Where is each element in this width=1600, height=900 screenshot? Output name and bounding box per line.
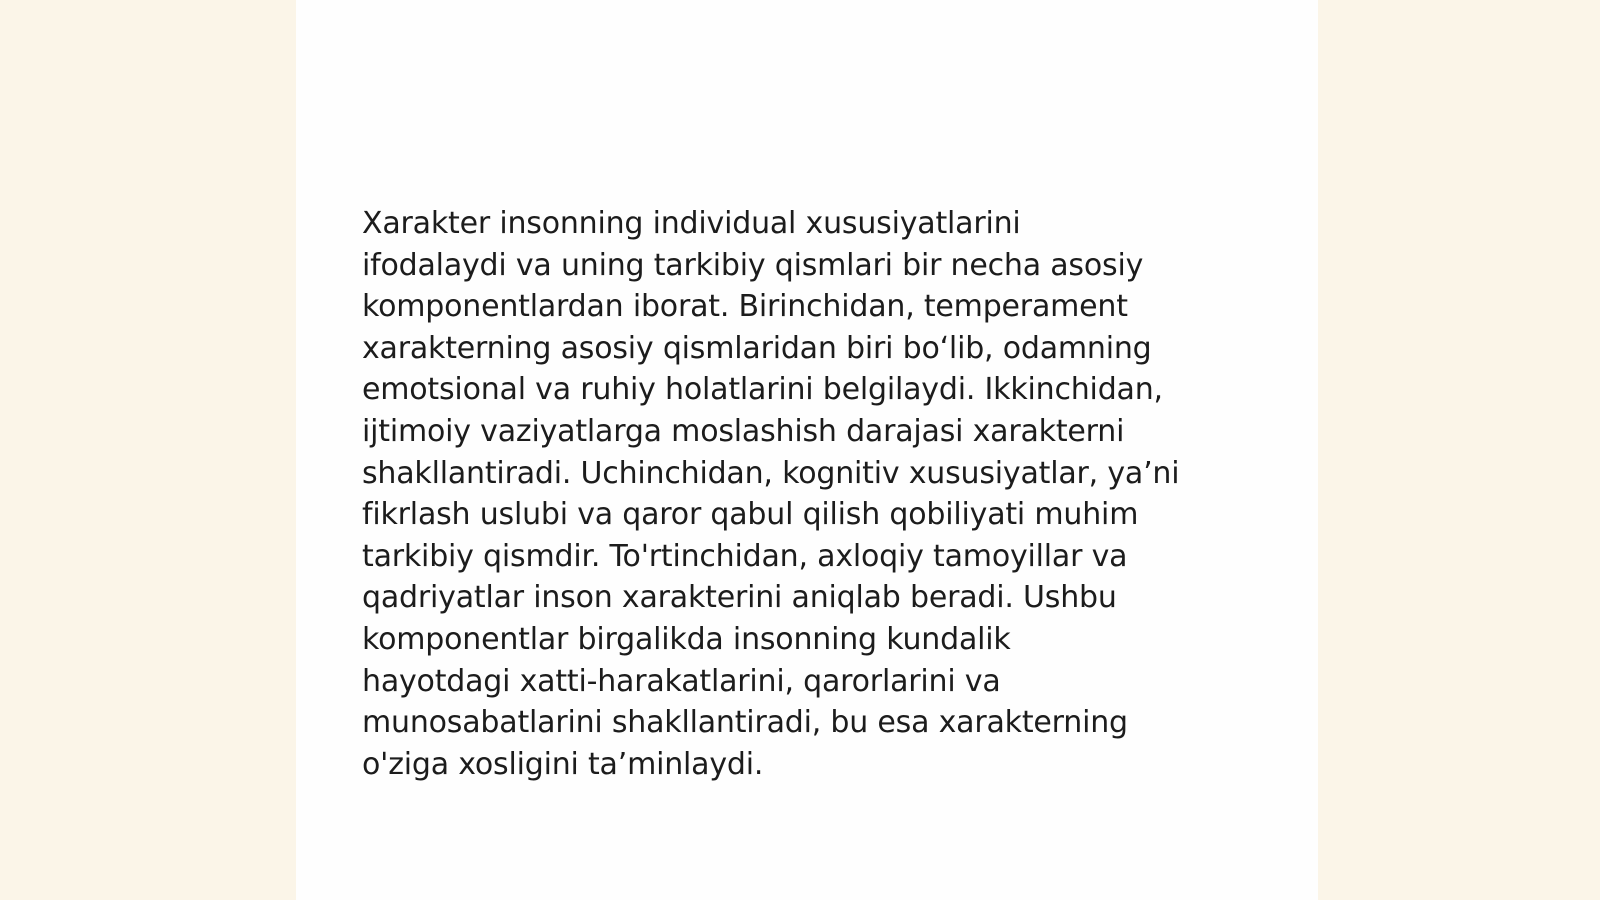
paragraph-line: ijtimoiy vaziyatlarga moslashish darajasi xarakterni: [362, 413, 1125, 449]
paragraph-line: Xarakter insonning individual xususiyatlarini: [362, 206, 1021, 241]
paragraph-line: fikrlash uslubi va qaror qabul qilish qobiliyati muhim: [362, 497, 1139, 533]
slide-page: [296, 0, 1318, 900]
right-background-panel: [1318, 0, 1600, 900]
paragraph-line: ifodalaydi va uning tarkibiy qismlari bir necha asosiy: [362, 247, 1144, 283]
body-paragraph: [362, 203, 1262, 785]
paragraph-line: munosabatlarini shakllantiradi, bu esa xarakterning: [362, 705, 1128, 741]
paragraph-line: xarakterning asosiy qismlaridan biri bo‘lib, odamning: [362, 330, 1152, 366]
paragraph-line: hayotdagi xatti-harakatlarini, qarorlarini va: [362, 663, 1001, 699]
paragraph-line: komponentlardan iborat. Birinchidan, temperament: [362, 289, 1128, 325]
left-background-panel: [0, 0, 296, 900]
paragraph-line: tarkibiy qismdir. To'rtinchidan, axloqiy tamoyillar va: [362, 538, 1128, 574]
paragraph-line: o'ziga xosligini ta’minlaydi.: [362, 746, 764, 782]
paragraph-line: shakllantiradi. Uchinchidan, kognitiv xususiyatlar, ya’ni: [362, 455, 1180, 491]
paragraph-line: qadriyatlar inson xarakterini aniqlab beradi. Ushbu: [362, 580, 1117, 616]
paragraph-line: emotsional va ruhiy holatlarini belgilaydi. Ikkinchidan,: [362, 372, 1163, 408]
paragraph-line: komponentlar birgalikda insonning kundalik: [362, 621, 1011, 657]
